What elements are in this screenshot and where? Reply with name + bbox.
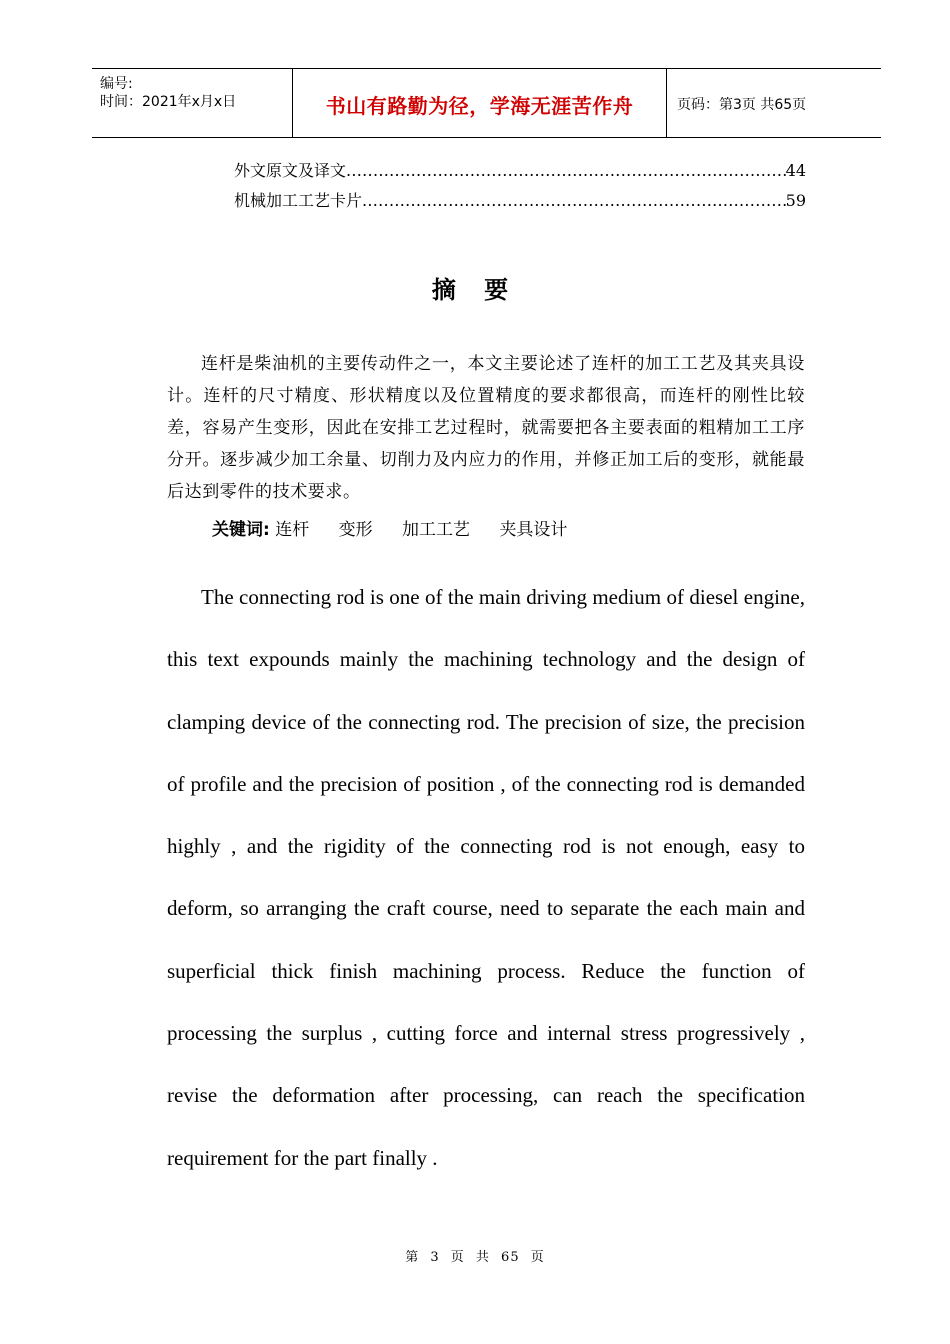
english-abstract: The connecting rod is one of the main driving medium of diesel engine, this text expounds mainly the machining technology and the design of clamping device of the connecting rod. The precision of size, the precision of profile and the precision of position , of the connecting rod is demanded highly , and the rigidity of the connecting rod is not enough, easy to deform, so arranging the craft course, need to separate the each main and superficial thick finish machining process. Reduce the function of processing the surplus , cutting force and internal stress progressively , revise the deformation after processing, can reach the specification requirement for the part finally . xyxy=(167,585,805,1170)
header-page-cell xyxy=(667,69,881,137)
keyword: 连杆 xyxy=(275,520,310,540)
toc-entry-page: 44 xyxy=(785,161,806,180)
table-of-contents xyxy=(234,156,806,216)
keywords-line xyxy=(212,514,591,546)
serial-label: 编号: xyxy=(100,76,133,92)
toc-leader-dots xyxy=(346,156,786,186)
page-footer: 第 3 页 共 65 页 xyxy=(405,1250,545,1265)
abstract-title: 摘 要 xyxy=(431,276,519,304)
chinese-abstract: 连杆是柴油机的主要传动件之一，本文主要论述了连杆的加工工艺及其夹具设计。连杆的尺寸精度、形状精度以及位置精度的要求都很高，而连杆的刚性比较差，容易产生变形，因此在安排工艺过程时，就需要把各主要表面的粗精加工工序分开。逐步减少加工余量、切削力及内应力的作用，并修正加工后的变形，就能最后达到零件的技术要求。 xyxy=(167,354,805,502)
toc-entry-title: 机械加工工艺卡片 xyxy=(234,191,363,210)
time-label: 时间：2021年x月x日 xyxy=(100,94,237,110)
toc-entry-page: 59 xyxy=(785,191,806,210)
page-header xyxy=(92,68,881,138)
header-meta-cell xyxy=(92,69,293,137)
keyword: 夹具设计 xyxy=(499,520,568,540)
toc-entry-title: 外文原文及译文 xyxy=(234,161,347,180)
header-motto-cell xyxy=(293,69,667,137)
keyword: 加工工艺 xyxy=(402,520,471,540)
toc-entry[interactable] xyxy=(234,186,806,216)
header-motto: 书山有路勤为径，学海无涯苦作舟 xyxy=(325,94,634,118)
toc-leader-dots xyxy=(362,186,786,216)
header-page-code: 页码：第3页 共65页 xyxy=(677,97,807,113)
toc-entry[interactable] xyxy=(234,156,806,186)
keyword: 变形 xyxy=(338,520,373,540)
keywords-label: 关键词: xyxy=(212,520,270,540)
